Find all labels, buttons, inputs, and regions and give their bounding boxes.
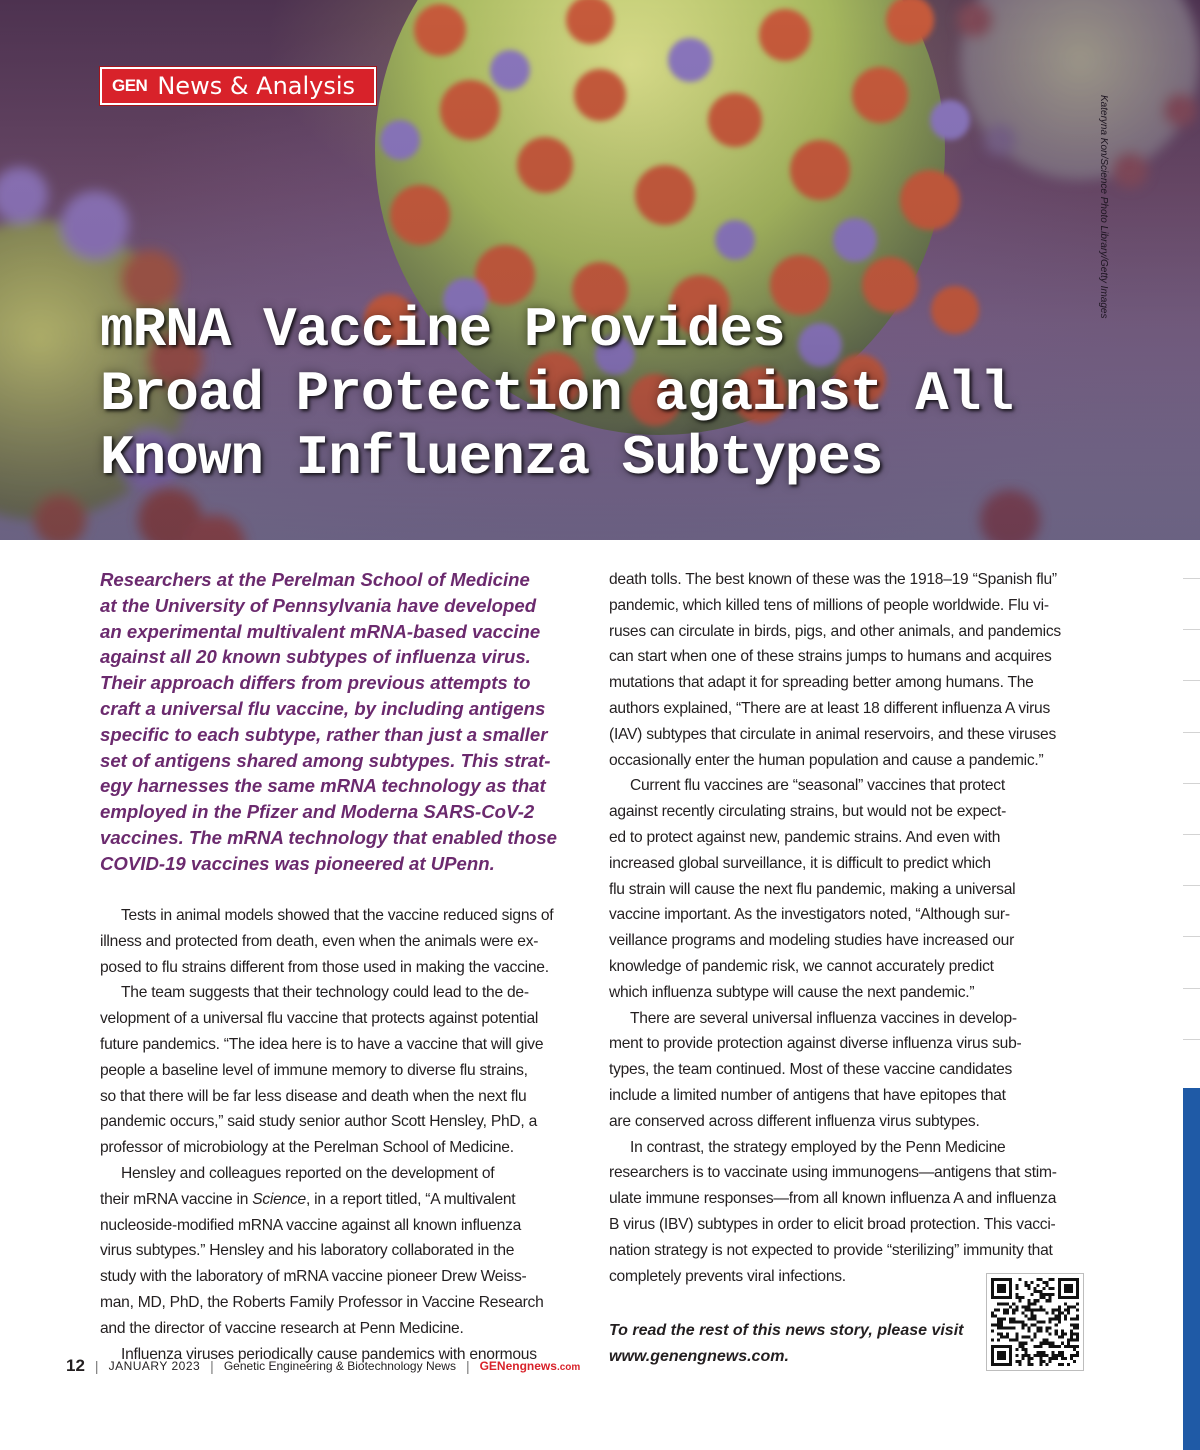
website-link[interactable]	[480, 1359, 581, 1373]
body-line: can start when one of these strains jumps to humans and acquires	[609, 648, 1052, 666]
headline-line: mRNA Vaccine Provides	[100, 298, 785, 362]
body-line: study with the laboratory of mRNA vaccine pioneer Drew Weiss-	[100, 1268, 527, 1286]
body-line: and the director of vaccine research at Penn Medicine.	[100, 1319, 464, 1337]
lede-line: vaccines. The mRNA technology that enabled those	[100, 826, 558, 848]
issue-date: JANUARY 2023	[108, 1359, 201, 1373]
body-line: nucleoside-modified mRNA vaccine against all known influenza	[100, 1216, 521, 1234]
lede-line: specific to each subtype, rather than just a smaller	[100, 723, 548, 745]
footer-divider: |	[465, 1358, 470, 1374]
lede-line: COVID-19 vaccines was pioneered at UPenn.	[100, 852, 495, 874]
article-headline	[100, 298, 1100, 490]
headline-line: Broad Protection against All	[100, 362, 1013, 426]
body-line: Hensley and colleagues reported on the development of	[121, 1164, 495, 1182]
edge-tick	[1183, 732, 1200, 733]
body-line: are conserved across different influenza virus subtypes.	[609, 1112, 980, 1130]
body-line: researchers is to vaccinate using immunogens—antigens that stim-	[609, 1164, 1057, 1182]
edge-tick	[1183, 578, 1200, 579]
footer-divider: |	[210, 1358, 214, 1374]
body-line: B virus (IBV) subtypes in order to elicit broad protection. This vacci-	[609, 1215, 1056, 1233]
edge-tick	[1183, 885, 1200, 886]
body-line: people a baseline level of immune memory to diverse flu strains,	[100, 1061, 528, 1079]
lede-line: egy harnesses the same mRNA technology as that	[100, 775, 546, 797]
body-line: ruses can circulate in birds, pigs, and other animals, and pandemics	[609, 622, 1061, 640]
article-lede	[100, 567, 570, 877]
body-line: professor of microbiology at the Perelman School of Medicine.	[100, 1139, 514, 1157]
body-line: Tests in animal models showed that the vaccine reduced signs of	[121, 907, 554, 924]
body-line: against recently circulating strains, but would not be expect-	[609, 803, 1007, 821]
footer-divider: |	[94, 1358, 99, 1374]
body-column-1	[100, 903, 580, 1367]
body-line: ulate immune responses—from all known influenza A and influenza	[609, 1190, 1057, 1208]
body-line: virus subtypes.” Hensley and his laboratory collaborated in the	[100, 1242, 515, 1260]
body-line: include a limited number of antigens that have epitopes that	[609, 1086, 1006, 1104]
body-line: pandemic, which killed tens of millions of people worldwide. Flu vi-	[609, 596, 1049, 614]
hero-image	[0, 0, 1200, 540]
lede-line: at the University of Pennsylvania have developed	[100, 594, 537, 616]
body-line: nation strategy is not expected to provide “sterilizing” immunity that	[609, 1241, 1053, 1259]
body-line: illness and protected from death, even when the animals were ex-	[100, 932, 539, 950]
body-line: There are several universal influenza vaccines in develop-	[630, 1009, 1017, 1027]
body-line: veillance programs and modeling studies have increased our	[609, 932, 1015, 950]
edge-tick	[1183, 988, 1200, 989]
edge-tick	[1183, 834, 1200, 835]
body-line: flu strain will cause the next flu pandemic, making a universal	[609, 880, 1016, 898]
edge-tick	[1183, 936, 1200, 937]
body-line: (IAV) subtypes that circulate in animal reservoirs, and these viruses	[609, 725, 1057, 743]
publication-name: Genetic Engineering & Biotechnology News	[223, 1359, 456, 1373]
body-line: mutations that adapt it for spreading better among humans. The	[609, 674, 1034, 692]
lede-line: set of antigens shared among subtypes. This strat-	[100, 749, 551, 771]
read-more-link[interactable]: www.genengnews.com.	[609, 1347, 789, 1365]
body-line: death tolls. The best known of these was the 1918–19 “Spanish flu”	[609, 571, 1057, 588]
lede-line: Researchers at the Perelman School of Medicine	[100, 569, 530, 590]
body-line: Influenza viruses periodically cause pandemics with enormous	[121, 1345, 537, 1363]
lede-line: an experimental multivalent mRNA-based vaccine	[100, 620, 541, 642]
lede-line: against all 20 known subtypes of influenza virus.	[100, 646, 531, 668]
read-more-note	[609, 1318, 969, 1370]
read-more-text: To read the rest of this news story, please visit	[609, 1322, 964, 1339]
body-line: velopment of a universal flu vaccine that protects against potential	[100, 1010, 539, 1028]
body-line: knowledge of pandemic risk, we cannot accurately predict	[609, 957, 994, 975]
body-line: completely prevents viral infections.	[609, 1267, 846, 1285]
lede-line: craft a universal flu vaccine, by including antigens	[100, 697, 546, 719]
headline-line: Known Influenza Subtypes	[100, 426, 883, 490]
body-line: man, MD, PhD, the Roberts Family Professor in Vaccine Research	[100, 1293, 544, 1311]
page-number: 12	[66, 1356, 85, 1375]
body-line: The team suggests that their technology could lead to the de-	[121, 984, 529, 1002]
website-tld: .com	[556, 1362, 581, 1373]
edge-tick	[1183, 629, 1200, 630]
body-line: vaccine important. As the investigators noted, “Although sur-	[609, 906, 1010, 924]
body-column-2	[609, 567, 1089, 1289]
body-line: their mRNA vaccine in Science, in a report titled, “A multivalent	[100, 1190, 516, 1208]
body-line: future pandemics. “The idea here is to have a vaccine that will give	[100, 1035, 544, 1053]
body-line: ment to provide protection against diverse influenza virus sub-	[609, 1035, 1022, 1053]
section-edge-tab	[1183, 1088, 1200, 1450]
body-line: ed to protect against new, pandemic strains. And even with	[609, 828, 1001, 846]
body-line: In contrast, the strategy employed by the Penn Medicine	[630, 1138, 1006, 1156]
lede-line: employed in the Pfizer and Moderna SARS-CoV-2	[100, 801, 535, 823]
body-line: posed to flu strains different from those used in making the vaccine.	[100, 958, 549, 976]
page-footer	[66, 1354, 580, 1378]
body-line: increased global surveillance, it is difficult to predict which	[609, 854, 991, 872]
body-line: which influenza subtype will cause the next pandemic.”	[609, 983, 975, 1001]
edge-tick	[1183, 783, 1200, 784]
website-main: GENengnews	[479, 1359, 557, 1373]
edge-tick	[1183, 1039, 1200, 1040]
edge-tick	[1183, 680, 1200, 681]
body-line: pandemic occurs,” said study senior author Scott Hensley, PhD, a	[100, 1113, 538, 1131]
section-label: News & Analysis	[157, 72, 356, 100]
body-line: so that there will be far less disease and death when the next flu	[100, 1087, 527, 1105]
qr-code-icon[interactable]	[986, 1273, 1084, 1371]
body-line: authors explained, “There are at least 18 different influenza A virus	[609, 699, 1051, 717]
qr-code-graphic	[991, 1278, 1079, 1366]
photo-credit: Kateryna Kon/Science Photo Library/Getty Images	[1098, 95, 1109, 319]
gen-logo: GEN	[112, 76, 148, 95]
section-badge	[100, 67, 376, 105]
body-line: occasionally enter the human population and cause a pandemic.”	[609, 751, 1044, 769]
lede-line: Their approach differs from previous attempts to	[100, 672, 531, 694]
body-line: types, the team continued. Most of these vaccine candidates	[609, 1061, 1013, 1079]
body-line: Current flu vaccines are “seasonal” vaccines that protect	[630, 777, 1005, 795]
